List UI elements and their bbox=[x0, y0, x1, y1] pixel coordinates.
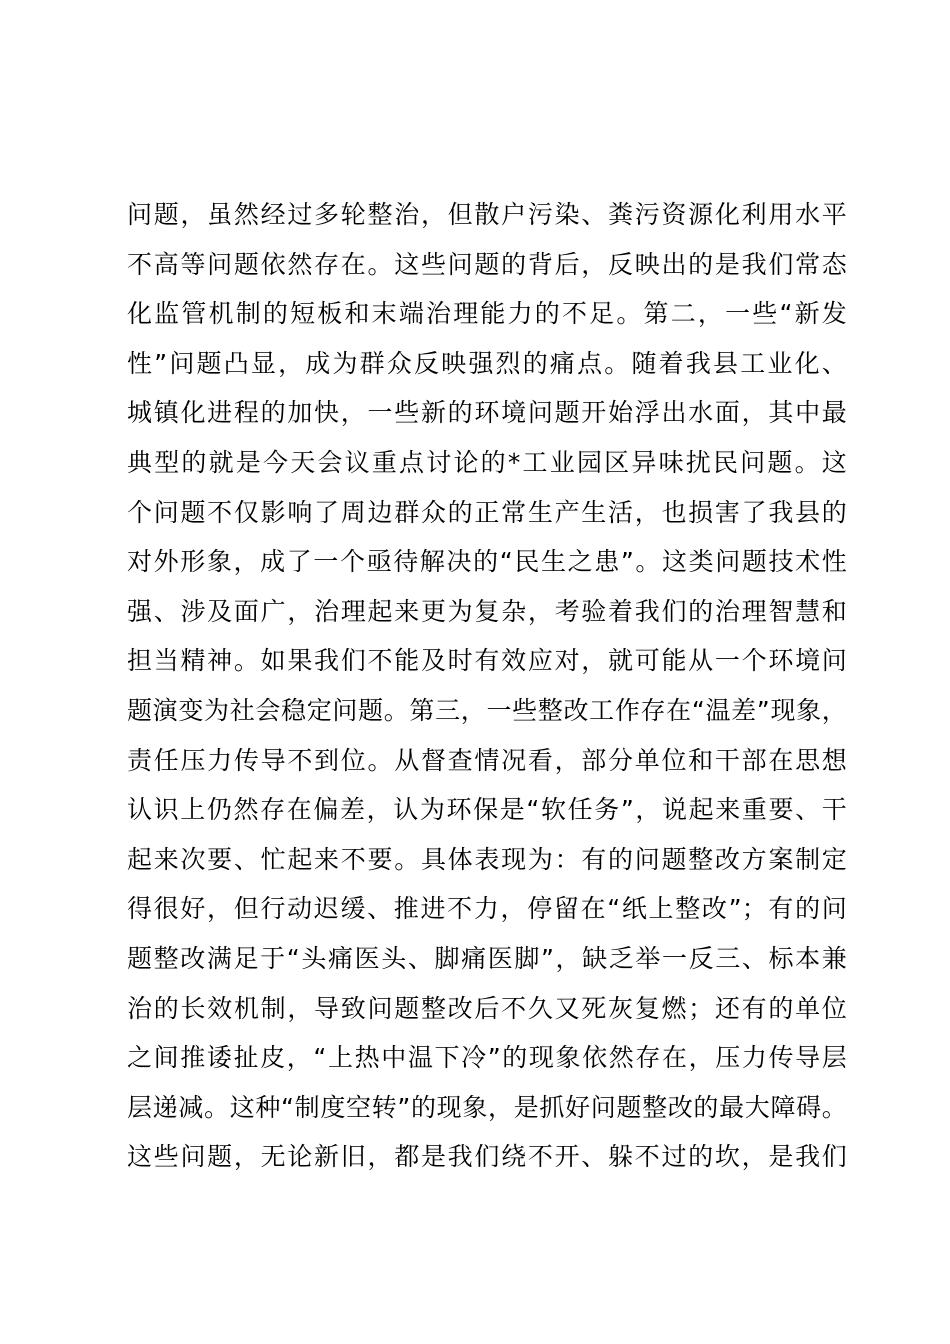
text-line: 责任压力传导不到位。从督查情况看，部分单位和干部在思想 bbox=[127, 745, 847, 775]
text-line: 层递减。这种“制度空转”的现象，是抓好问题整改的最大障碍。 bbox=[127, 1092, 847, 1122]
text-line: 题整改满足于“头痛医头、脚痛医脚”，缺乏举一反三、标本兼 bbox=[127, 943, 847, 973]
text-line: 得很好，但行动迟缓、推进不力，停留在“纸上整改”；有的问 bbox=[127, 894, 847, 924]
text-line: 不高等问题依然存在。这些问题的背后，反映出的是我们常态 bbox=[127, 249, 847, 279]
text-line: 问题，虽然经过多轮整治，但散户污染、粪污资源化利用水平 bbox=[127, 200, 847, 229]
text-line: 担当精神。如果我们不能及时有效应对，就可能从一个环境问 bbox=[127, 646, 847, 676]
text-line: 之间推诿扯皮，“上热中温下冷”的现象依然存在，压力传导层 bbox=[127, 1043, 847, 1073]
text-line: 典型的就是今天会议重点讨论的*工业园区异味扰民问题。这 bbox=[127, 447, 847, 477]
text-line: 起来次要、忙起来不要。具体表现为：有的问题整改方案制定 bbox=[127, 844, 847, 874]
text-line: 城镇化进程的加快，一些新的环境问题开始浮出水面，其中最 bbox=[127, 398, 847, 428]
text-line: 题演变为社会稳定问题。第三，一些整改工作存在“温差”现象， bbox=[127, 695, 847, 725]
body-paragraph bbox=[127, 190, 847, 1182]
text-line: 这些问题，无论新旧，都是我们绕不开、躲不过的坎，是我们 bbox=[127, 1142, 847, 1172]
text-line: 性”问题凸显，成为群众反映强烈的痛点。随着我县工业化、 bbox=[127, 348, 847, 378]
text-line: 强、涉及面广，治理起来更为复杂，考验着我们的治理智慧和 bbox=[127, 596, 847, 626]
text-line: 治的长效机制，导致问题整改后不久又死灰复燃；还有的单位 bbox=[127, 993, 847, 1023]
text-line: 认识上仍然存在偏差，认为环保是“软任务”，说起来重要、干 bbox=[127, 795, 847, 825]
text-line: 对外形象，成了一个亟待解决的“民生之患”。这类问题技术性 bbox=[127, 547, 847, 577]
text-line: 个问题不仅影响了周边群众的正常生产生活，也损害了我县的 bbox=[127, 497, 847, 527]
text-line: 化监管机制的短板和末端治理能力的不足。第二，一些“新发 bbox=[127, 299, 847, 329]
